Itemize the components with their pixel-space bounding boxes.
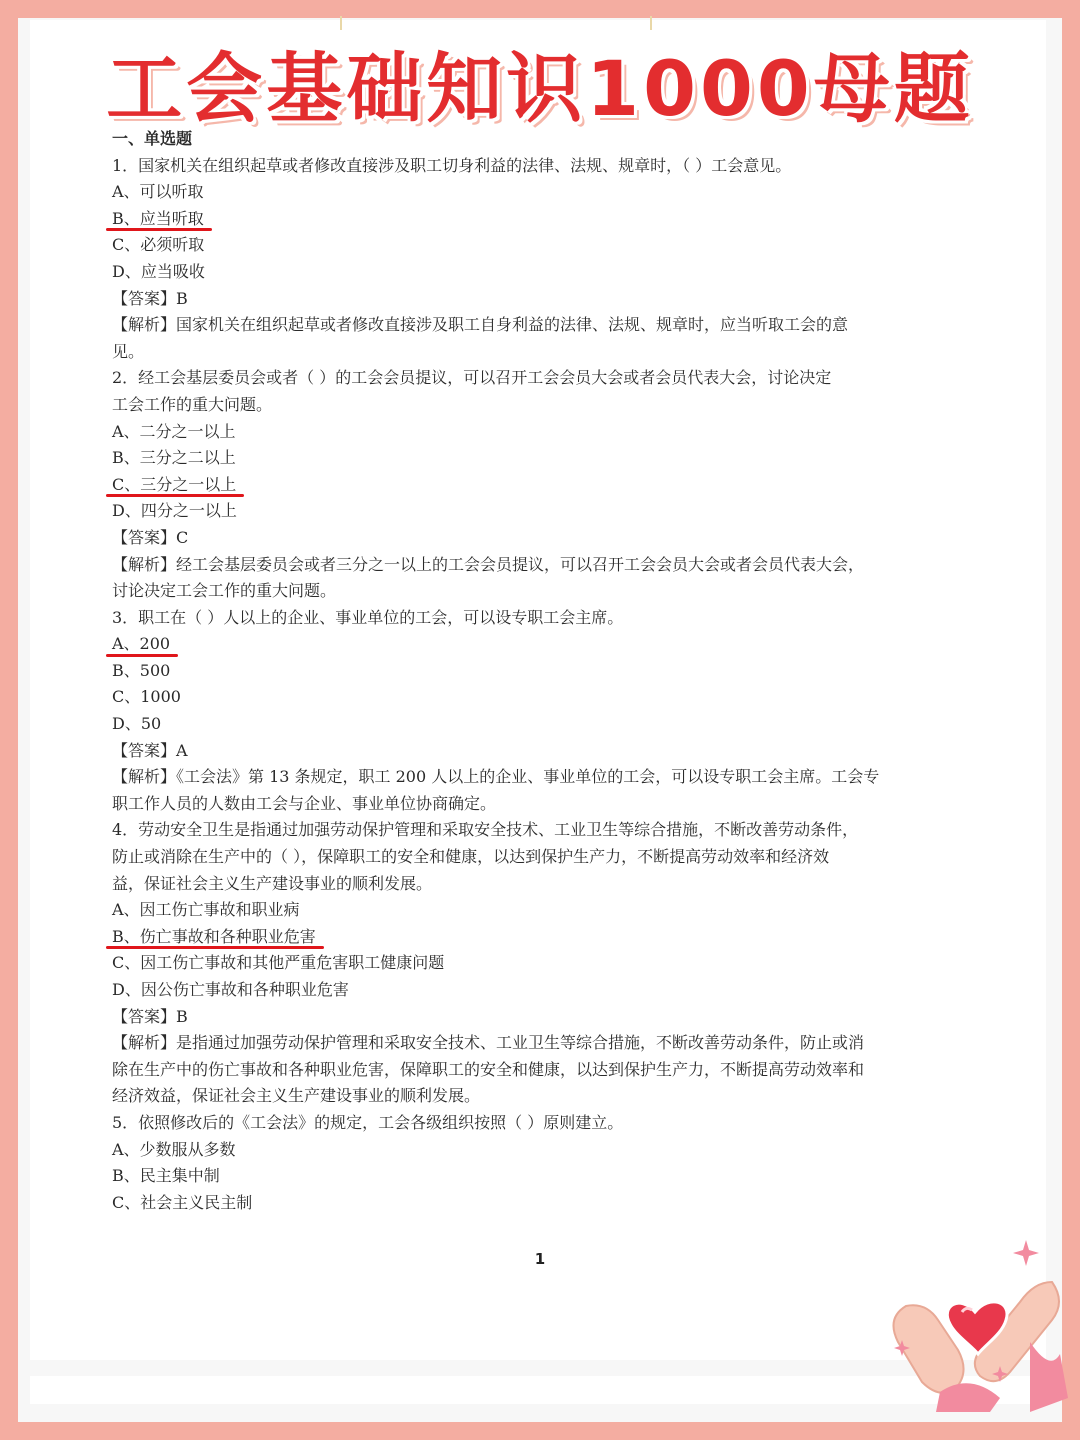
option-item: C、必须听取 — [112, 235, 205, 255]
question-stem: 4．劳动安全卫生是指通过加强劳动保护管理和采取安全技术、工业卫生等综合措施，不断改善劳动条件， — [112, 820, 859, 840]
option-item: D、因公伤亡事故和各种职业危害 — [112, 980, 349, 999]
question-stem: 1．国家机关在组织起草或者修改直接涉及职工切身利益的法律、法规、规章时，（ ）工会意见。 — [112, 155, 792, 175]
answer-line: 【答案】B — [112, 1006, 188, 1026]
underlined-option-text: B、伤亡事故和各种职业危害 — [112, 924, 316, 951]
analysis-line: 职工作人员的人数由工会与企业、事业单位协商确定。 — [112, 793, 497, 813]
option-item: C、1000 — [112, 687, 181, 707]
answer-line: 【答案】B — [112, 288, 188, 308]
analysis-line: 【解析】国家机关在组织起草或者修改直接涉及职工自身利益的法律、法规、规章时，应当听取工会的意 — [112, 315, 849, 335]
section-heading: 一、单选题 — [112, 129, 193, 148]
page-title: 工会基础知识1000母题 — [106, 44, 974, 133]
answer-line: 【答案】A — [112, 740, 188, 760]
page-number: 1 — [534, 1250, 546, 1268]
underlined-option-text: C、三分之一以上 — [112, 472, 236, 499]
question-stem: 益，保证社会主义生产建设事业的顺利发展。 — [112, 873, 433, 893]
option-item — [112, 472, 962, 499]
question-stem: 3．职工在（ ）人以上的企业、事业单位的工会，可以设专职工会主席。 — [112, 607, 624, 627]
option-item: D、应当吸收 — [112, 261, 205, 281]
option-item: B、三分之二以上 — [112, 448, 236, 468]
question-list — [112, 126, 962, 1216]
hands-heart-icon — [880, 1222, 1070, 1412]
option-item: B、民主集中制 — [112, 1166, 220, 1186]
option-item: A、因工伤亡事故和职业病 — [112, 900, 300, 920]
option-item: A、二分之一以上 — [112, 421, 236, 441]
question-stem: 2．经工会基层委员会或者（ ）的工会会员提议，可以召开工会会员大会或者会员代表大会，讨论决定 — [112, 368, 832, 388]
analysis-line: 除在生产中的伤亡事故和各种职业危害，保障职工的安全和健康，以达到保护生产力，不断提高劳动效率和 — [112, 1059, 865, 1079]
option-item — [112, 206, 962, 233]
question-stem: 防止或消除在生产中的（ ），保障职工的安全和健康，以达到保护生产力，不断提高劳动效率和经济效 — [112, 847, 830, 867]
option-item — [112, 924, 962, 951]
option-item: A、可以听取 — [112, 182, 204, 202]
answer-line: 【答案】C — [112, 527, 189, 547]
option-item: B、500 — [112, 660, 171, 680]
question-stem: 5．依照修改后的《工会法》的规定，工会各级组织按照（ ）原则建立。 — [112, 1112, 624, 1132]
analysis-line: 【解析】《工会法》第 13 条规定，职工 200 人以上的企业、事业单位的工会，可以设专职工会主席。工会专 — [112, 767, 880, 787]
option-item: D、50 — [112, 714, 162, 734]
analysis-line: 经济效益，保证社会主义生产建设事业的顺利发展。 — [112, 1086, 481, 1106]
option-item: C、因工伤亡事故和其他严重危害职工健康问题 — [112, 953, 445, 973]
underlined-option-text: B、应当听取 — [112, 206, 204, 233]
option-item — [112, 631, 962, 658]
option-item: A、少数服从多数 — [112, 1139, 236, 1159]
option-item: D、四分之一以上 — [112, 501, 237, 521]
analysis-line: 见。 — [112, 341, 145, 361]
analysis-line: 讨论决定工会工作的重大问题。 — [112, 581, 337, 601]
question-stem: 工会工作的重大问题。 — [112, 394, 273, 414]
analysis-line: 【解析】是指通过加强劳动保护管理和采取安全技术、工业卫生等综合措施，不断改善劳动条件，防止或消 — [112, 1033, 865, 1053]
underlined-option-text: A、200 — [112, 631, 170, 658]
option-item: C、社会主义民主制 — [112, 1192, 253, 1212]
analysis-line: 【解析】经工会基层委员会或者三分之一以上的工会会员提议，可以召开工会会员大会或者会员代表大会， — [112, 554, 865, 574]
